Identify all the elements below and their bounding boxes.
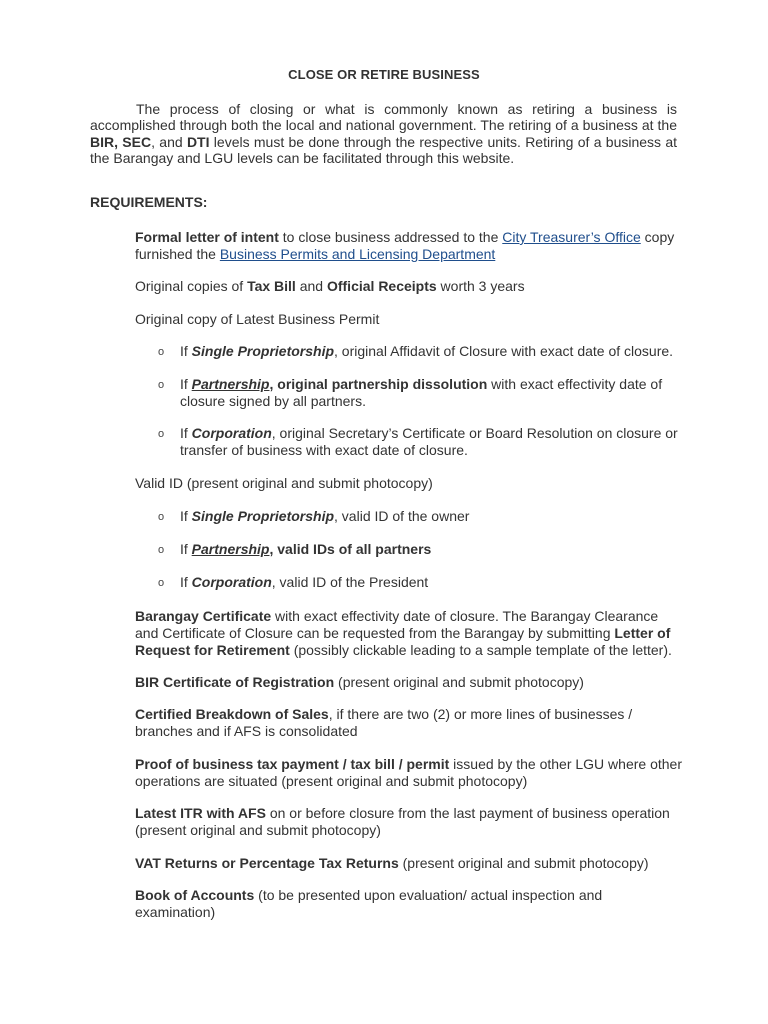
sub-requirement-partnership [180, 376, 690, 410]
item-text: If [180, 425, 192, 441]
item-text: , original Affidavit of Closure with exact date of closure. [334, 343, 674, 359]
item-text: (to be presented upon evaluation/ actual inspection and examination) [135, 887, 603, 920]
circle-bullet-icon: o [158, 544, 165, 556]
sub-requirement-corporation [180, 425, 690, 459]
item-text: , valid ID of the President [271, 574, 429, 590]
requirement-letter-of-intent [135, 229, 683, 263]
item-text: (possibly clickable leading to a sample template of the letter). [289, 642, 672, 658]
item-bold: Official Receipts [326, 278, 437, 294]
checkbox-bullet-icon [112, 677, 123, 691]
intro-bold-bir-sec: BIR, SEC [90, 133, 152, 150]
requirement-vat-returns [135, 855, 683, 872]
page-title: CLOSE OR RETIRE BUSINESS [288, 67, 480, 82]
circle-bullet-icon: o [158, 511, 165, 523]
requirement-latest-itr [135, 805, 683, 839]
item-text: to close business addressed to the [278, 229, 503, 245]
item-bold-italic: Corporation [191, 425, 272, 441]
requirement-book-of-accounts [135, 887, 683, 921]
checkbox-bullet-icon [112, 611, 123, 625]
item-text: If [180, 574, 192, 590]
item-text: , original Secretary’s Certificate or Board Resolution on closure or transfer of business with exact date of closure. [180, 425, 678, 458]
intro-text: levels must be done through the respective units. Retiring of a business at the Barangay and LGU levels can be facilitated through this website. [90, 133, 678, 167]
intro-paragraph [90, 101, 677, 167]
checkbox-bullet-icon [112, 858, 123, 872]
sub-requirement-single-proprietorship [180, 343, 690, 360]
business-permits-licensing-link[interactable]: Business Permits and Licensing Department [219, 246, 496, 262]
checkbox-bullet-icon [112, 314, 123, 328]
item-text: If [180, 343, 192, 359]
requirement-barangay-certificate [135, 608, 683, 659]
checkbox-bullet-icon [112, 231, 123, 245]
item-text: copy furnished the [135, 229, 675, 262]
requirement-tax-bill [135, 278, 683, 295]
requirement-bir-certificate [135, 674, 683, 691]
item-text: with exact effectivity date of closure. The Barangay Clearance and Certificate of Closure can be requested from the Barangay by submitting [135, 608, 659, 641]
item-bold: Letter of Request for Retirement [135, 625, 671, 658]
item-text: issued by the other LGU where other operations are situated (present original and submit photocopy) [135, 756, 682, 789]
item-bold-italic: Single Proprietorship [191, 508, 335, 524]
checkbox-bullet-icon [112, 808, 123, 822]
circle-bullet-icon: o [158, 346, 165, 358]
item-text: Original copies of [135, 278, 248, 294]
item-bold: , valid IDs of all partners [269, 541, 432, 557]
item-text: , if there are two (2) or more lines of businesses / branches and if AFS is consolidated [135, 706, 633, 739]
item-text: worth 3 years [436, 278, 525, 294]
checkbox-bullet-icon [112, 890, 123, 904]
item-bold-italic: Single Proprietorship [191, 343, 335, 359]
intro-bold-dti: DTI [186, 133, 210, 150]
item-bold: BIR Certificate of Registration [135, 674, 335, 690]
item-bold: Certified Breakdown of Sales [135, 706, 329, 722]
item-text: with exact effectivity date of closure signed by all partners. [180, 376, 663, 409]
checkbox-bullet-icon [112, 281, 123, 295]
item-bold: VAT Returns or Percentage Tax Returns [135, 855, 399, 871]
requirement-proof-of-tax-payment [135, 756, 683, 790]
checkbox-bullet-icon [112, 709, 123, 723]
item-text: If [180, 541, 192, 557]
item-text: (present original and submit photocopy) [334, 674, 584, 690]
sub-requirement-partnership [180, 541, 690, 558]
item-bold-italic-underline: Partnership [191, 376, 270, 392]
sub-requirement-single-proprietorship [180, 508, 690, 525]
item-bold: Barangay Certificate [135, 608, 272, 624]
checkbox-bullet-icon [112, 759, 123, 773]
item-bold: Proof of business tax payment / tax bill / permit [135, 756, 450, 772]
requirements-heading: REQUIREMENTS: [90, 194, 208, 210]
item-text: and [295, 278, 327, 294]
circle-bullet-icon: o [158, 428, 165, 440]
item-text: (present original and submit photocopy) [398, 855, 649, 871]
circle-bullet-icon: o [158, 379, 165, 391]
sub-requirement-corporation [180, 574, 690, 591]
item-bold-italic-underline: Partnership [191, 541, 270, 557]
item-bold: , original partnership dissolution [269, 376, 488, 392]
requirement-business-permit: Original copy of Latest Business Permit [135, 311, 380, 327]
intro-text: , and [151, 133, 187, 150]
item-bold: Book of Accounts [135, 887, 255, 903]
checkbox-bullet-icon [112, 478, 123, 492]
city-treasurers-office-link[interactable]: City Treasurer’s Office [502, 229, 641, 245]
item-bold: Tax Bill [247, 278, 296, 294]
item-text: If [180, 508, 192, 524]
item-bold: Formal letter of intent [135, 229, 279, 245]
item-bold-italic: Corporation [191, 574, 272, 590]
requirement-breakdown-of-sales [135, 706, 683, 740]
item-text: , valid ID of the owner [334, 508, 470, 524]
item-bold: Latest ITR with AFS [135, 805, 266, 821]
requirement-valid-id: Valid ID (present original and submit photocopy) [135, 475, 433, 491]
item-text: If [180, 376, 192, 392]
intro-text: The process of closing or what is commonly known as retiring a business is accomplished through both the local and national government. The retiring of a business at the [90, 101, 677, 134]
item-text: on or before closure from the last payment of business operation (present original and submit photocopy) [135, 805, 670, 838]
circle-bullet-icon: o [158, 577, 165, 589]
